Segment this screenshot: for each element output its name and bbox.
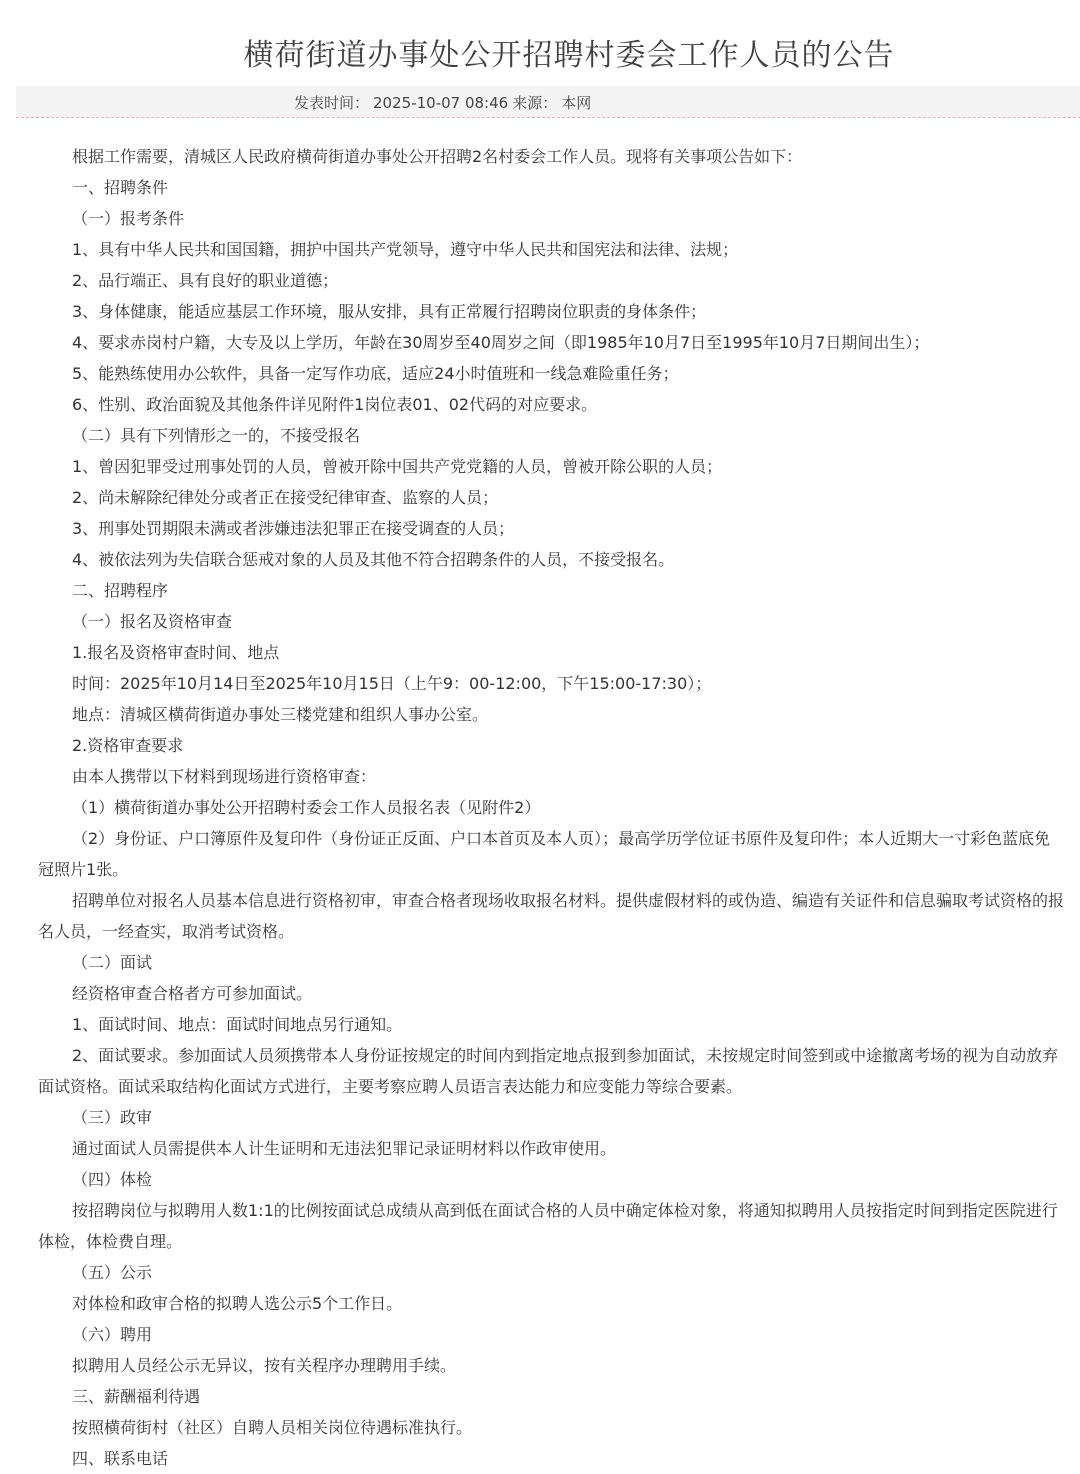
published-label: 发表时间： xyxy=(294,94,370,112)
list-item: 2、品行端正、具有良好的职业道德； xyxy=(72,271,339,290)
list-item: 2.资格审查要求 xyxy=(72,736,184,755)
list-item: 2、面试要求。参加面试人员须携带本人身份证按规定的时间内到指定地点报到参加面试，未按规定时间签到或中途撤离考场的视为自动放弃 xyxy=(72,1046,1059,1065)
subsection-heading: （一）报名及资格审查 xyxy=(72,612,233,631)
paragraph: 拟聘用人员经公示无异议，按有关程序办理聘用手续。 xyxy=(72,1356,457,1375)
subsection-heading: （六）聘用 xyxy=(72,1325,153,1344)
list-item: 1.报名及资格审查时间、地点 xyxy=(72,643,280,662)
section-heading: 二、招聘程序 xyxy=(72,581,169,600)
paragraph: 地点：清城区横荷街道办事处三楼党建和组织人事办公室。 xyxy=(72,705,489,724)
subsection-heading: （四）体检 xyxy=(72,1170,153,1189)
subsection-heading: （三）政审 xyxy=(72,1108,153,1127)
paragraph: 招聘单位对报名人员基本信息进行资格初审，审查合格者现场收取报名材料。提供虚假材料的或伪造、编造有关证件和信息骗取考试资格的报 xyxy=(72,891,1065,910)
list-item: 4、被依法列为失信联合惩戒对象的人员及其他不符合招聘条件的人员，不接受报名。 xyxy=(72,550,675,569)
paragraph-continuation: 体检，体检费自理。 xyxy=(38,1232,183,1251)
list-item: 1、具有中华人民共和国国籍，拥护中国共产党领导，遵守中华人民共和国宪法和法律、法规； xyxy=(72,240,739,259)
subsection-heading: （二）具有下列情形之一的，不接受报名 xyxy=(72,426,361,445)
source-label: 来源： xyxy=(512,94,558,112)
paragraph-continuation: 名人员，一经查实，取消考试资格。 xyxy=(38,922,295,941)
subsection-heading: （五）公示 xyxy=(72,1263,153,1282)
paragraph-continuation: 面试资格。面试采取结构化面试方式进行，主要考察应聘人员语言表达能力和应变能力等综合要素。 xyxy=(38,1077,743,1096)
paragraph: 按招聘岗位与拟聘用人数1:1的比例按面试总成绩从高到低在面试合格的人员中确定体检对象，将通知拟聘用人员按指定时间到指定医院进行 xyxy=(72,1201,1058,1220)
paragraph: 对体检和政审合格的拟聘人选公示5个工作日。 xyxy=(72,1294,403,1313)
subsection-heading: （一）报考条件 xyxy=(72,209,185,228)
list-item: 1、曾因犯罪受过刑事处罚的人员，曾被开除中国共产党党籍的人员，曾被开除公职的人员； xyxy=(72,457,723,476)
article-meta-bar xyxy=(16,86,1080,118)
paragraph: 通过面试人员需提供本人计生证明和无违法犯罪记录证明材料以作政审使用。 xyxy=(72,1139,617,1158)
article-meta xyxy=(294,92,595,113)
list-item: （1）横荷街道办事处公开招聘村委会工作人员报名表（见附件2） xyxy=(72,798,541,817)
paragraph: 时间：2025年10月14日至2025年10月15日（上午9：00-12:00，下午15:00-17:30）； xyxy=(72,674,712,693)
list-item: 3、刑事处罚期限未满或者涉嫌违法犯罪正在接受调查的人员； xyxy=(72,519,515,538)
list-item: 1、面试时间、地点：面试时间地点另行通知。 xyxy=(72,1015,403,1034)
article-title: 横荷街道办事处公开招聘村委会工作人员的公告 xyxy=(243,38,895,73)
list-item: 6、性别、政治面貌及其他条件详见附件1岗位表01、02代码的对应要求。 xyxy=(72,395,598,414)
list-item: 4、要求赤岗村户籍，大专及以上学历，年龄在30周岁至40周岁之间（即1985年10月7日至1995年10月7日期间出生）； xyxy=(72,333,930,352)
paragraph: 经资格审查合格者方可参加面试。 xyxy=(72,984,313,1003)
list-item: 2、尚未解除纪律处分或者正在接受纪律审查、监察的人员； xyxy=(72,488,499,507)
section-heading: 四、联系电话 xyxy=(72,1449,169,1468)
list-item: 3、身体健康，能适应基层工作环境，服从安排，具有正常履行招聘岗位职责的身体条件； xyxy=(72,302,707,321)
subsection-heading: （二）面试 xyxy=(72,953,153,972)
paragraph: 由本人携带以下材料到现场进行资格审查： xyxy=(72,767,377,786)
section-heading: 三、薪酬福利待遇 xyxy=(72,1387,201,1406)
published-date: 2025-10-07 08:46 xyxy=(373,94,509,112)
source-value: 本网 xyxy=(561,94,592,112)
paragraph-intro: 根据工作需要，清城区人民政府横荷街道办事处公开招聘2名村委会工作人员。现将有关事项公告如下： xyxy=(72,147,803,166)
list-item: （2）身份证、户口簿原件及复印件（身份证正反面、户口本首页及本人页）；最高学历学位证书原件及复印件；本人近期大一寸彩色蓝底免 xyxy=(72,829,1051,848)
paragraph: 按照横荷街村（社区）自聘人员相关岗位待遇标准执行。 xyxy=(72,1418,473,1437)
list-item: 5、能熟练使用办公软件，具备一定写作功底，适应24小时值班和一线急难险重任务； xyxy=(72,364,679,383)
section-heading: 一、招聘条件 xyxy=(72,178,169,197)
paragraph-continuation: 冠照片1张。 xyxy=(38,860,129,879)
